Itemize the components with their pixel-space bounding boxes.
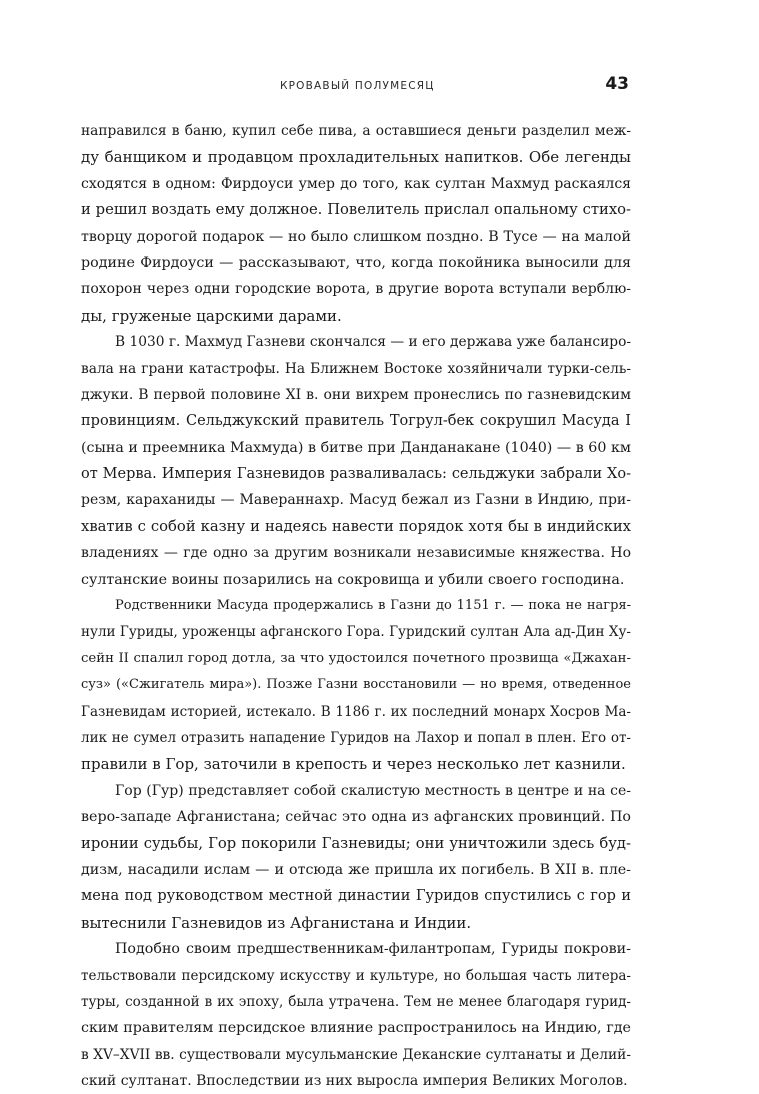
text-line: похорон через одни городские ворота, в другие ворота вступали верблю-: [81, 281, 631, 298]
running-header: [0, 74, 759, 98]
text-line: родине Фирдоуси — рассказывают, что, когда покойника выносили для: [81, 254, 631, 271]
text-line: вытеснили Газневидов из Афганистана и Индии.: [81, 913, 472, 932]
text-line: (сына и преемника Махмуда) в битве при Данданакане (1040) — в 60 км: [81, 439, 631, 456]
text-line: ды, груженые царскими дарами.: [81, 306, 342, 325]
text-line: тельствовали персидскому искусству и культуре, но большая часть литера-: [81, 967, 631, 984]
text-line: провинциям. Сельджукский правитель Тогрул-бек сокрушил Масуда I: [81, 413, 631, 430]
text-line: веро-западе Афганистана; сейчас это одна из афганских провинций. По: [81, 809, 631, 826]
text-line: джуки. В первой половине XI в. они вихрем пронеслись по газневидским: [81, 386, 631, 403]
page-number: 43: [605, 74, 629, 94]
text-line: Газневидам историей, истекало. В 1186 г. их последний монарх Хосров Ма-: [81, 703, 631, 720]
paragraph: [81, 329, 631, 593]
text-line: мена под руководством местной династии Гуридов спустились с гор и: [81, 888, 631, 905]
text-line: В 1030 г. Махмуд Газневи скончался — и его держава уже балансиро-: [115, 334, 631, 351]
paragraph: [81, 778, 631, 936]
text-line: суз» («Сжигатель мира»). Позже Газни восстановили — но время, отведенное: [81, 677, 631, 693]
text-line: Родственники Масуда продержались в Газни до 1151 г. — пока не нагря-: [115, 598, 631, 614]
text-line: ским правителям персидское влияние распространилось на Индию, где: [81, 1020, 631, 1037]
text-line: вала на грани катастрофы. На Ближнем Востоке хозяйничали турки-сель-: [81, 360, 631, 377]
text-line: правили в Гор, заточили в крепость и через несколько лет казнили.: [81, 755, 626, 774]
text-line: нули Гуриды, уроженцы афганского Гора. Гуридский султан Ала ад-Дин Ху-: [81, 624, 631, 641]
text-line: сейн II спалил город дотла, за что удостоился почетного прозвища «Джахан-: [81, 650, 631, 666]
paragraph: [81, 936, 631, 1094]
paragraph: [81, 593, 631, 778]
body-text: [81, 118, 631, 1094]
text-line: Гор (Гур) представляет собой скалистую местность в центре и на се-: [115, 782, 631, 799]
text-line: дизм, насадили ислам — и отсюда же пришла их погибель. В XII в. пле-: [81, 861, 631, 878]
text-line: направился в баню, купил себе пива, а оставшиеся деньги разделил меж-: [81, 123, 631, 139]
text-line: в XV–XVII вв. существовали мусульманские Деканские султанаты и Делий-: [81, 1046, 631, 1063]
text-line: владениях — где одно за другим возникали независимые княжества. Но: [81, 545, 631, 562]
running-title: КРОВАВЫЙ ПОЛУМЕСЯЦ: [280, 80, 435, 92]
text-line: творцу дорогой подарок — но было слишком поздно. В Тусе — на малой: [81, 228, 631, 245]
text-line: иронии судьбы, Гор покорили Газневиды; они уничтожили здесь буд-: [81, 834, 631, 852]
text-line: Подобно своим предшественникам-филантропам, Гуриды покрови-: [115, 941, 631, 958]
text-line: хватив с собой казну и надеясь навести порядок хотя бы в индийских: [81, 517, 631, 535]
text-line: лик не сумел отразить нападение Гуридов на Лахор и попал в плен. Его от-: [81, 729, 631, 746]
text-line: и решил воздать ему должное. Повелитель прислал опальному стихо-: [81, 201, 631, 219]
paragraph: [81, 118, 631, 329]
text-line: от Мерва. Империя Газневидов разваливалась: сельджуки забрали Хо-: [81, 466, 631, 483]
text-line: сходятся в одном: Фирдоуси умер до того, как султан Махмуд раскаялся: [81, 175, 631, 192]
text-line: ский султанат. Впоследствии из них выросла империя Великих Моголов.: [81, 1073, 628, 1090]
text-line: султанские воины позарились на сокровища и убили своего господина.: [81, 571, 625, 588]
text-line: ду банщиком и продавцом прохладительных напитков. Обе легенды: [81, 148, 631, 167]
text-line: туры, созданной в их эпоху, была утрачена. Тем не менее благодаря гурид-: [81, 993, 631, 1010]
text-line: резм, караханиды — Мавераннахр. Масуд бежал из Газни в Индию, при-: [81, 492, 631, 509]
